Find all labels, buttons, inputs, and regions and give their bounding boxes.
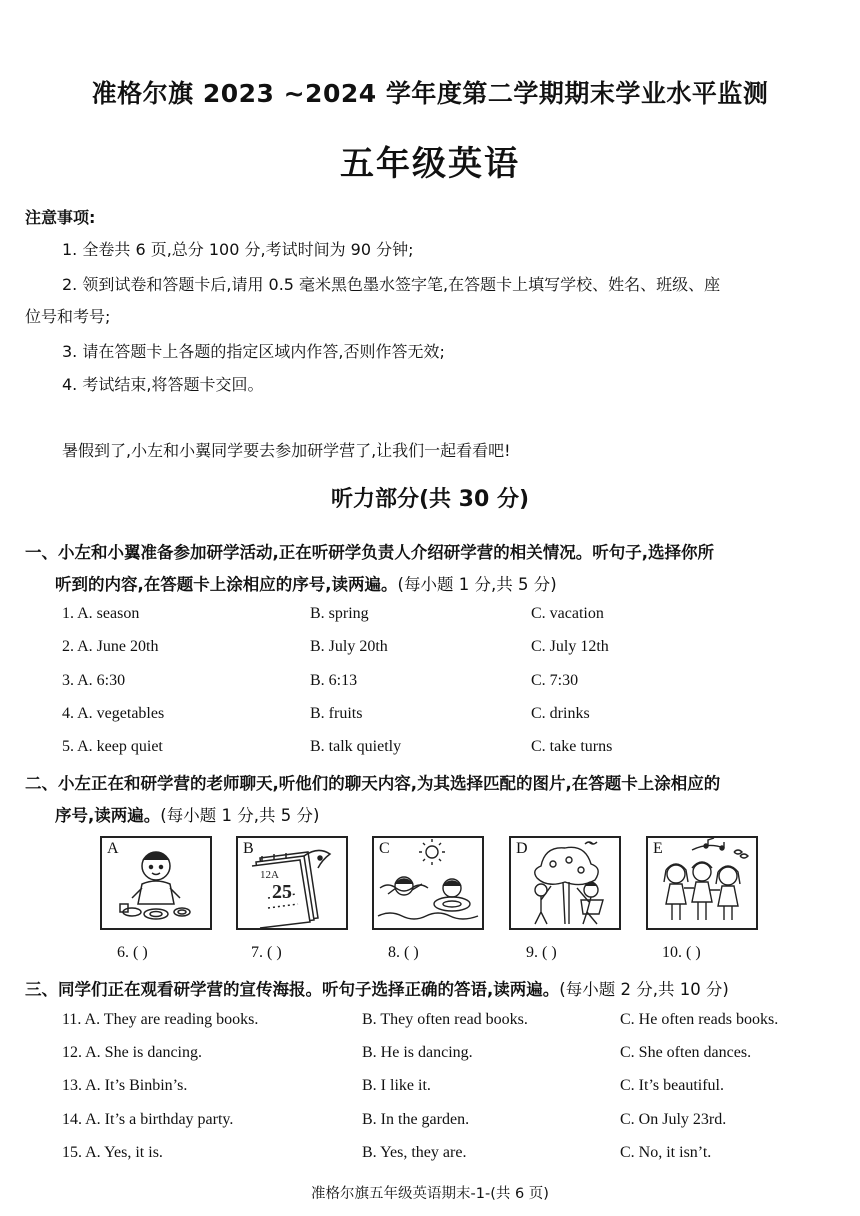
q15-option-a: 15. A. Yes, it is. (62, 1144, 163, 1161)
section2-instruction-line2 (55, 802, 319, 826)
section3-instruction-text: 三、同学们正在观看研学营的宣传海报。听句子选择正确的答语,读两遍。 (25, 980, 560, 999)
q5-option-a: 5. A. keep quiet (62, 738, 163, 755)
q12-option-b: B. He is dancing. (362, 1044, 473, 1061)
picture-a (100, 836, 212, 930)
answer-blank-9[interactable]: 9. ( ) (526, 944, 557, 961)
section2-instruction-text: 序号,读两遍。 (55, 806, 161, 825)
swimming-icon (374, 838, 482, 928)
baby-eating-icon (102, 838, 210, 928)
q3-option-a: 3. A. 6:30 (62, 672, 126, 689)
q5-option-b: B. talk quietly (310, 738, 402, 755)
answer-blank-6[interactable]: 6. ( ) (117, 944, 148, 961)
note-item-4: 4. 考试结束,将答题卡交回。 (62, 375, 264, 394)
q2-option-a: 2. A. June 20th (62, 638, 159, 655)
picking-fruit-icon (511, 838, 619, 928)
exam-title: 准格尔旗 2023 ~2024 学年度第二学期期末学业水平监测 (91, 79, 769, 108)
q12-option-a: 12. A. She is dancing. (62, 1044, 202, 1061)
section2-score-note: (每小题 1 分,共 5 分) (160, 806, 320, 825)
q15-option-c: C. No, it isn’t. (620, 1144, 712, 1161)
exam-subtitle: 五年级英语 (340, 144, 520, 184)
section3-score-note: (每小题 2 分,共 10 分) (559, 980, 729, 999)
q13-option-c: C. It’s beautiful. (620, 1077, 724, 1094)
q1-option-b: B. spring (310, 605, 369, 622)
section1-instruction-line2 (55, 571, 557, 595)
note-item-2: 2. 领到试卷和答题卡后,请用 0.5 毫米黑色墨水签字笔,在答题卡上填写学校、姓名、班级、座 (62, 275, 721, 294)
picture-e-letter: E (653, 840, 663, 857)
picture-c-letter: C (379, 840, 390, 857)
page-footer: 准格尔旗五年级英语期末-1-(共 6 页) (311, 1186, 549, 1202)
picture-e (646, 836, 758, 930)
notes-heading: 注意事项: (25, 208, 96, 227)
calendar-month-text: 12A (260, 869, 279, 881)
answer-blank-7[interactable]: 7. ( ) (251, 944, 282, 961)
q14-option-c: C. On July 23rd. (620, 1111, 727, 1128)
q15-option-b: B. Yes, they are. (362, 1144, 467, 1161)
q12-option-c: C. She often dances. (620, 1044, 752, 1061)
q1-option-c: C. vacation (531, 605, 604, 622)
answer-blank-8[interactable]: 8. ( ) (388, 944, 419, 961)
picture-a-letter: A (107, 840, 119, 857)
q4-option-a: 4. A. vegetables (62, 705, 165, 722)
intro-text: 暑假到了,小左和小翼同学要去参加研学营了,让我们一起看看吧! (62, 441, 511, 460)
q11-option-c: C. He often reads books. (620, 1011, 779, 1028)
q3-option-b: B. 6:13 (310, 672, 358, 689)
q2-option-b: B. July 20th (310, 638, 388, 655)
note-item-1: 1. 全卷共 6 页,总分 100 分,考试时间为 90 分钟; (62, 240, 414, 259)
picture-b-letter: B (243, 840, 254, 857)
q1-option-a: 1. A. season (62, 605, 140, 622)
q2-option-c: C. July 12th (531, 638, 609, 655)
note-item-3: 3. 请在答题卡上各题的指定区域内作答,否则作答无效; (62, 342, 445, 361)
picture-d-letter: D (516, 840, 528, 857)
calendar-day-text: 25 (272, 881, 292, 903)
q13-option-a: 13. A. It’s Binbin’s. (62, 1077, 188, 1094)
q14-option-a: 14. A. It’s a birthday party. (62, 1111, 234, 1128)
q3-option-c: C. 7:30 (531, 672, 579, 689)
picture-b (236, 836, 348, 930)
section2-instruction-line1: 二、小左正在和研学营的老师聊天,听他们的聊天内容,为其选择匹配的图片,在答题卡上涂相应的 (25, 774, 721, 793)
section1-instruction-line1: 一、小左和小翼准备参加研学活动,正在听研学负责人介绍研学营的相关情况。听句子,选择你所 (25, 543, 715, 562)
q5-option-c: C. take turns (531, 738, 613, 755)
listening-section-title: 听力部分(共 30 分) (330, 487, 530, 512)
q4-option-b: B. fruits (310, 705, 363, 722)
singing-girls-icon (648, 838, 756, 928)
section3-instruction (25, 976, 729, 1000)
q14-option-b: B. In the garden. (362, 1111, 470, 1128)
note-item-2-cont: 位号和考号; (25, 307, 111, 326)
section1-score-note: (每小题 1 分,共 5 分) (397, 575, 557, 594)
picture-d (509, 836, 621, 930)
picture-c (372, 836, 484, 930)
calendar-icon (238, 838, 346, 928)
answer-blank-10[interactable]: 10. ( ) (662, 944, 701, 961)
section1-instruction-text: 听到的内容,在答题卡上涂相应的序号,读两遍。 (55, 575, 398, 594)
q11-option-b: B. They often read books. (362, 1011, 528, 1028)
q13-option-b: B. I like it. (362, 1077, 431, 1094)
q4-option-c: C. drinks (531, 705, 590, 722)
q11-option-a: 11. A. They are reading books. (62, 1011, 259, 1028)
